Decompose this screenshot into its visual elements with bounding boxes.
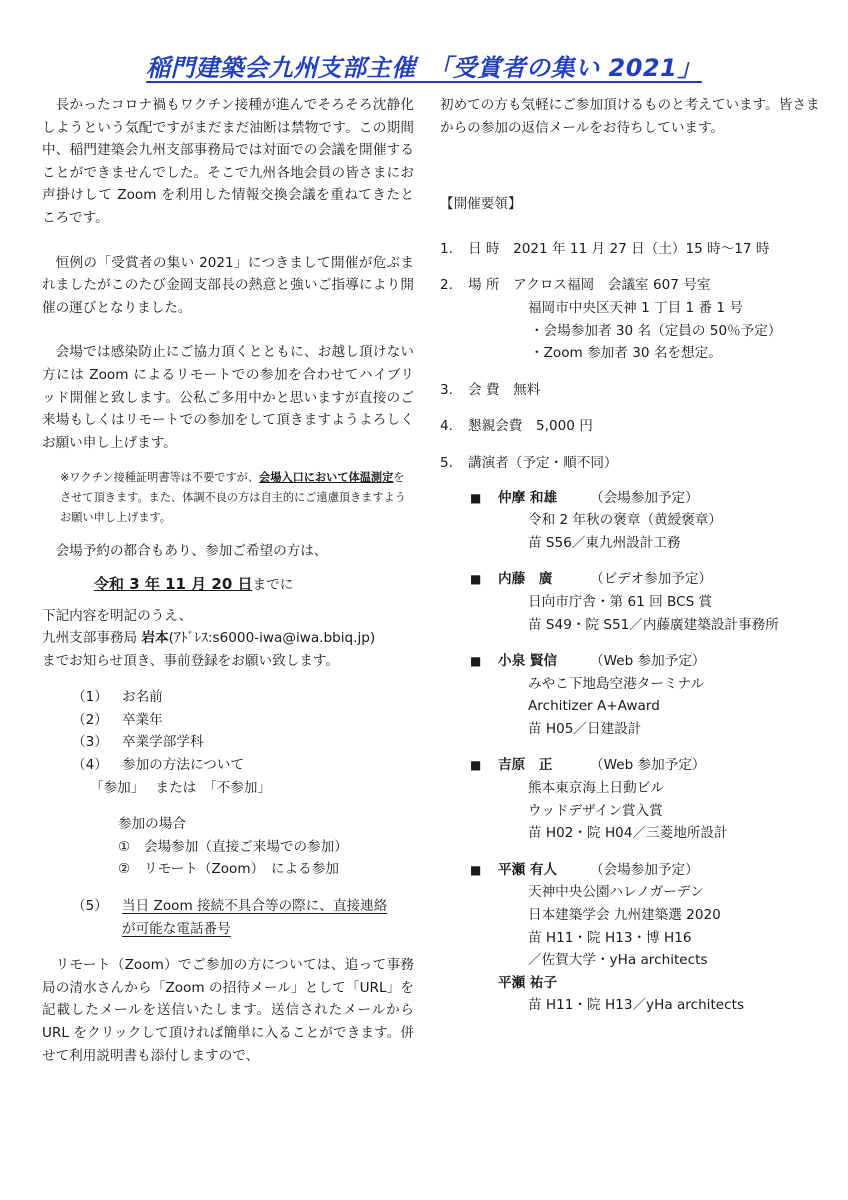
- list-item: （1） お名前: [72, 689, 163, 706]
- speaker-entry: ■ 仲摩 和雄 （会場参加予定） 令和 2 年秋の褒章（黄綬褒章） 苗 S56／東九州設計工務: [470, 487, 820, 555]
- required-items-list: [72, 686, 414, 776]
- contact-line-2: 九州支部事務局 岩本(ｱﾄﾞﾚｽ:s6000-iwa@iwa.bbiq.jp): [42, 630, 376, 647]
- option-remote: ② リモート（Zoom） による参加: [118, 861, 339, 878]
- speaker-entry: ■ 吉原 正 （Web 参加予定） 熊本東京海上日動ビル ウッドデザイン賞入賞 苗 H02・院 H04／三菱地所設計: [470, 754, 820, 844]
- continuation-paragraph: 初めての方も気軽にご参加頂けるものと考えています。皆さまからの参加の返信メールをお待ちしています。: [440, 97, 820, 136]
- contact-line-3: までお知らせ頂き、事前登録をお願い致します。: [42, 652, 340, 669]
- participation-case-label: 参加の場合: [118, 816, 186, 833]
- intro-paragraph: 長かったコロナ禍もワクチン接種が進んでそろそろ沈静化しようという気配ですがまだまだ油断は禁物です。この期間中、稲門建築会九州支部事務局では対面での会議を開催することができませんでした。そこで九州各地会員の皆さまにお声掛けして Zoom を利用した情報交換会議を重ねてきたところです。: [42, 97, 414, 226]
- left-column: [42, 94, 414, 1067]
- option-venue: ① 会場参加（直接ご来場での参加）: [118, 838, 348, 855]
- list-item: （3） 卒業学部学科: [72, 734, 204, 751]
- point-venue: 2. 場 所 アクロス福岡 会議室 607 号室: [440, 277, 711, 294]
- section-heading: 【開催要領】: [440, 196, 522, 213]
- remote-paragraph: リモート（Zoom）でご参加の方については、追って事務局の清水さんから「Zoom の招待メール」として「URL」を記載したメールを送信いたします。送信されたメールから URL をクリックして頂ければ簡単に入ることができます。併せて利用説明書も添付しますので、: [42, 957, 414, 1064]
- bullet-square-icon: ■: [470, 490, 482, 505]
- list-item: （2） 卒業年: [72, 711, 163, 728]
- event-paragraph: 恒例の「受賞者の集い 2021」につきまして開催が危ぶまれましたがこのたび金岡支部長の熱意と強いご指導により開催の運びとなりました。: [42, 254, 414, 316]
- deadline: 令和 3 年 11 月 20 日までに: [94, 574, 294, 593]
- right-column: [440, 94, 820, 1017]
- point-speakers: 5. 講演者（予定・順不同）: [440, 454, 618, 471]
- bullet-square-icon: ■: [470, 572, 482, 587]
- reservation-paragraph: 会場予約の都合もあり、参加ご希望の方は、: [55, 543, 328, 560]
- bullet-square-icon: ■: [470, 862, 482, 877]
- point-fee: 3. 会 費 無料: [440, 381, 541, 398]
- contact-name: 岩本: [141, 630, 169, 647]
- page-title: 稲門建築会九州支部主催 「受賞者の集い 2021」: [146, 54, 702, 82]
- speaker-entry: ■ 小泉 賢信 （Web 参加予定） みやこ下地島空港ターミナル Architizer A+Award 苗 H05／日建設計: [470, 650, 820, 740]
- speaker-entry: ■ 平瀬 有人 （会場参加予定） 天神中央公園ハレノガーデン 日本建築学会 九州建築選 2020 苗 H11・院 H13・博 H16 ／佐賀大学・yHa architects 平瀬 祐子 苗 H11・院 H13／yHa architects: [470, 859, 820, 1017]
- point-party-fee: 4. 懇親会費 5,000 円: [440, 418, 593, 435]
- point-datetime: 1. 日 時 2021 年 11 月 27 日（土）15 時～17 時: [440, 240, 770, 257]
- venue-note-1: ・会場参加者 30 名（定員の 50％予定）: [530, 322, 782, 339]
- venue-address: 福岡市中央区天神 1 丁目 1 番 1 号: [528, 299, 743, 316]
- attendance-choice: 「参加」 または 「不参加」: [90, 779, 272, 796]
- hybrid-paragraph: 会場では感染防止にご協力頂くとともに、お越し頂けない方には Zoom によるリモートでの参加を合わせてハイブリッド開催と致します。公私ご多用中かと思いますが直接のご来場もしくはリモートでの参加をして頂きますようよろしくお願い申し上げます。: [42, 344, 414, 451]
- venue-note-2: ・Zoom 参加者 30 名を想定。: [530, 345, 722, 362]
- bullet-square-icon: ■: [470, 758, 482, 773]
- vaccine-note: ※ワクチン接種証明書等は不要ですが、会場入口において体温測定をさせて頂きます。また、体調不良の方は自主的にご遠慮頂きますようお願い申し上げます。: [60, 471, 406, 525]
- contact-email: (ｱﾄﾞﾚｽ:s6000-iwa@iwa.bbiq.jp): [168, 630, 376, 647]
- extra-speaker-name: 平瀬 祐子: [498, 974, 558, 991]
- speaker-entry: ■ 内藤 廣 （ビデオ参加予定） 日向市庁舎・第 61 回 BCS 賞 苗 S49・院 S51／内藤廣建築設計事務所: [470, 568, 820, 636]
- item-5: （5） 当日 Zoom 接続不具合等の際に、直接連絡 が可能な電話番号: [72, 898, 388, 937]
- contact-line-1: 下記内容を明記のうえ、: [42, 607, 193, 624]
- bullet-square-icon: ■: [470, 654, 482, 669]
- list-item: （4） 参加の方法について: [72, 757, 245, 774]
